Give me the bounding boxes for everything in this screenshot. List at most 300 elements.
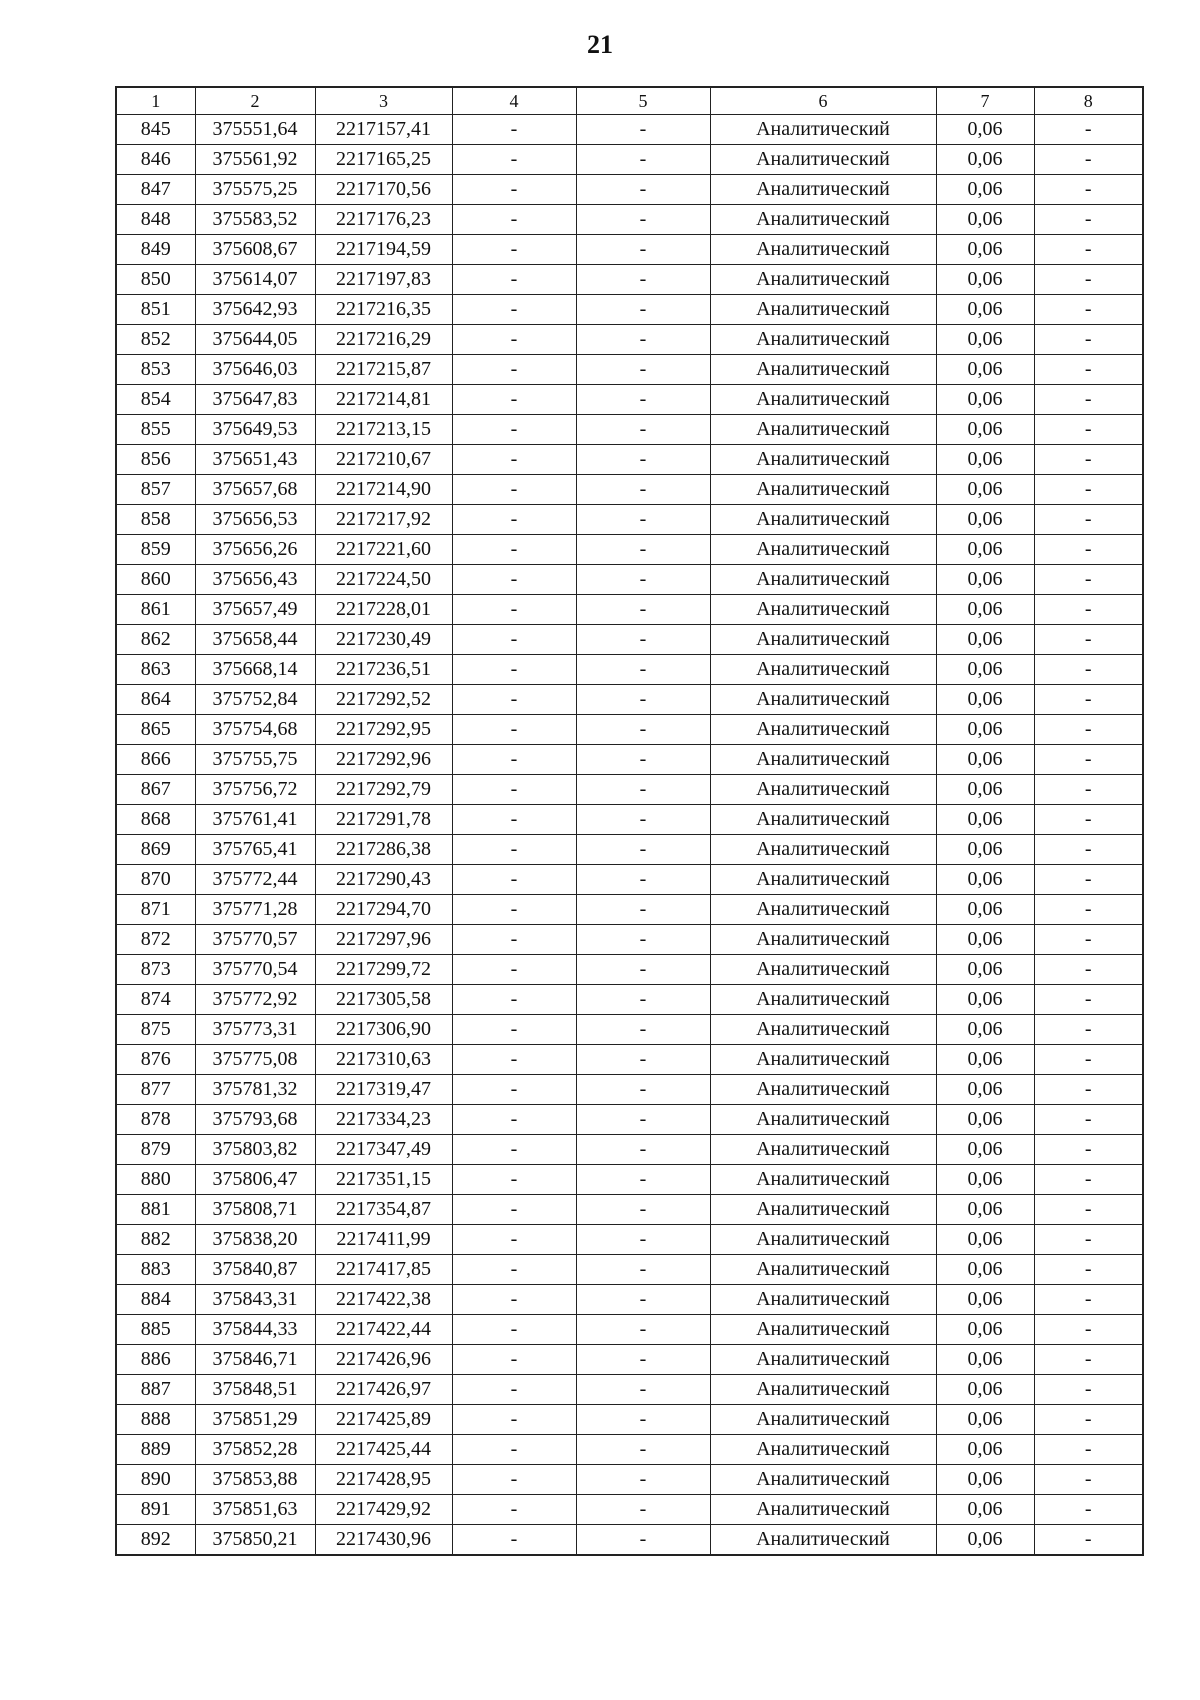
table-row [116,1405,1143,1435]
table-row [116,415,1143,445]
method-cell: Аналитический [710,1135,936,1165]
column-5-cell: - [576,145,710,175]
column-4-cell: - [452,745,576,775]
point-number-cell: 870 [116,865,195,895]
point-number-cell: 853 [116,355,195,385]
column-4-cell: - [452,715,576,745]
column-8-cell: - [1034,715,1143,745]
method-cell: Аналитический [710,1195,936,1225]
column-4-cell: - [452,415,576,445]
table-row [116,475,1143,505]
y-coordinate-cell: 2217347,49 [315,1135,452,1165]
column-5-cell: - [576,1375,710,1405]
y-coordinate-cell: 2217176,23 [315,205,452,235]
method-cell: Аналитический [710,865,936,895]
accuracy-cell: 0,06 [936,745,1034,775]
column-4-cell: - [452,385,576,415]
point-number-cell: 869 [116,835,195,865]
column-8-cell: - [1034,1405,1143,1435]
column-4-cell: - [452,1075,576,1105]
column-5-cell: - [576,835,710,865]
accuracy-cell: 0,06 [936,145,1034,175]
column-5-cell: - [576,115,710,145]
point-number-cell: 887 [116,1375,195,1405]
column-5-cell: - [576,895,710,925]
y-coordinate-cell: 2217334,23 [315,1105,452,1135]
y-coordinate-cell: 2217224,50 [315,565,452,595]
y-coordinate-cell: 2217157,41 [315,115,452,145]
accuracy-cell: 0,06 [936,1465,1034,1495]
accuracy-cell: 0,06 [936,565,1034,595]
column-5-cell: - [576,685,710,715]
y-coordinate-cell: 2217306,90 [315,1015,452,1045]
column-4-cell: - [452,295,576,325]
column-5-cell: - [576,535,710,565]
column-4-cell: - [452,1045,576,1075]
method-cell: Аналитический [710,715,936,745]
accuracy-cell: 0,06 [936,1345,1034,1375]
y-coordinate-cell: 2217310,63 [315,1045,452,1075]
x-coordinate-cell: 375642,93 [195,295,315,325]
method-cell: Аналитический [710,1045,936,1075]
x-coordinate-cell: 375838,20 [195,1225,315,1255]
column-8-cell: - [1034,355,1143,385]
point-number-cell: 848 [116,205,195,235]
accuracy-cell: 0,06 [936,1495,1034,1525]
column-4-cell: - [452,1105,576,1135]
x-coordinate-cell: 375647,83 [195,385,315,415]
column-8-cell: - [1034,235,1143,265]
column-8-cell: - [1034,565,1143,595]
method-cell: Аналитический [710,205,936,235]
column-8-cell: - [1034,1285,1143,1315]
accuracy-cell: 0,06 [936,895,1034,925]
point-number-cell: 884 [116,1285,195,1315]
accuracy-cell: 0,06 [936,1225,1034,1255]
point-number-cell: 885 [116,1315,195,1345]
column-8-cell: - [1034,655,1143,685]
table-row [116,775,1143,805]
table-row [116,1525,1143,1556]
table-row [116,175,1143,205]
column-5-cell: - [576,1255,710,1285]
column-4-cell: - [452,985,576,1015]
column-5-cell: - [576,1345,710,1375]
table-row [116,1315,1143,1345]
y-coordinate-cell: 2217417,85 [315,1255,452,1285]
column-8-cell: - [1034,445,1143,475]
column-8-cell: - [1034,895,1143,925]
x-coordinate-cell: 375852,28 [195,1435,315,1465]
column-5-cell: - [576,1135,710,1165]
x-coordinate-cell: 375657,49 [195,595,315,625]
method-cell: Аналитический [710,145,936,175]
y-coordinate-cell: 2217297,96 [315,925,452,955]
y-coordinate-cell: 2217214,81 [315,385,452,415]
method-cell: Аналитический [710,415,936,445]
table-row [116,355,1143,385]
x-coordinate-cell: 375843,31 [195,1285,315,1315]
column-header: 1 [116,87,195,115]
column-8-cell: - [1034,1075,1143,1105]
column-5-cell: - [576,175,710,205]
y-coordinate-cell: 2217170,56 [315,175,452,205]
table-row [116,595,1143,625]
column-8-cell: - [1034,745,1143,775]
accuracy-cell: 0,06 [936,1285,1034,1315]
accuracy-cell: 0,06 [936,385,1034,415]
column-8-cell: - [1034,1495,1143,1525]
column-8-cell: - [1034,1525,1143,1556]
x-coordinate-cell: 375651,43 [195,445,315,475]
point-number-cell: 891 [116,1495,195,1525]
x-coordinate-cell: 375644,05 [195,325,315,355]
accuracy-cell: 0,06 [936,325,1034,355]
column-5-cell: - [576,1165,710,1195]
column-8-cell: - [1034,205,1143,235]
x-coordinate-cell: 375765,41 [195,835,315,865]
column-header: 2 [195,87,315,115]
x-coordinate-cell: 375772,92 [195,985,315,1015]
accuracy-cell: 0,06 [936,1105,1034,1135]
column-5-cell: - [576,355,710,385]
x-coordinate-cell: 375840,87 [195,1255,315,1285]
accuracy-cell: 0,06 [936,1375,1034,1405]
y-coordinate-cell: 2217294,70 [315,895,452,925]
column-4-cell: - [452,865,576,895]
column-8-cell: - [1034,1165,1143,1195]
table-row [116,535,1143,565]
table-row [116,1255,1143,1285]
column-8-cell: - [1034,805,1143,835]
table-row [116,1195,1143,1225]
column-4-cell: - [452,1345,576,1375]
method-cell: Аналитический [710,1435,936,1465]
point-number-cell: 873 [116,955,195,985]
y-coordinate-cell: 2217426,97 [315,1375,452,1405]
table-row [116,1165,1143,1195]
accuracy-cell: 0,06 [936,535,1034,565]
column-5-cell: - [576,1075,710,1105]
table-row [116,295,1143,325]
column-4-cell: - [452,1495,576,1525]
x-coordinate-cell: 375561,92 [195,145,315,175]
accuracy-cell: 0,06 [936,1015,1034,1045]
accuracy-cell: 0,06 [936,295,1034,325]
table-row [116,1435,1143,1465]
column-5-cell: - [576,1195,710,1225]
column-8-cell: - [1034,985,1143,1015]
accuracy-cell: 0,06 [936,655,1034,685]
y-coordinate-cell: 2217214,90 [315,475,452,505]
y-coordinate-cell: 2217213,15 [315,415,452,445]
column-4-cell: - [452,175,576,205]
table-row [116,925,1143,955]
method-cell: Аналитический [710,1405,936,1435]
y-coordinate-cell: 2217425,44 [315,1435,452,1465]
method-cell: Аналитический [710,1525,936,1556]
accuracy-cell: 0,06 [936,1255,1034,1285]
y-coordinate-cell: 2217422,44 [315,1315,452,1345]
accuracy-cell: 0,06 [936,1405,1034,1435]
table-row [116,385,1143,415]
method-cell: Аналитический [710,235,936,265]
method-cell: Аналитический [710,385,936,415]
column-5-cell: - [576,385,710,415]
point-number-cell: 863 [116,655,195,685]
accuracy-cell: 0,06 [936,1075,1034,1105]
column-5-cell: - [576,1225,710,1255]
table-row [116,1075,1143,1105]
method-cell: Аналитический [710,355,936,385]
table-row [116,985,1143,1015]
x-coordinate-cell: 375756,72 [195,775,315,805]
y-coordinate-cell: 2217216,29 [315,325,452,355]
point-number-cell: 846 [116,145,195,175]
column-8-cell: - [1034,865,1143,895]
point-number-cell: 876 [116,1045,195,1075]
column-8-cell: - [1034,1255,1143,1285]
method-cell: Аналитический [710,565,936,595]
column-4-cell: - [452,655,576,685]
column-4-cell: - [452,1285,576,1315]
y-coordinate-cell: 2217426,96 [315,1345,452,1375]
column-8-cell: - [1034,505,1143,535]
column-8-cell: - [1034,625,1143,655]
column-4-cell: - [452,505,576,535]
method-cell: Аналитический [710,775,936,805]
x-coordinate-cell: 375853,88 [195,1465,315,1495]
table-row [116,1015,1143,1045]
method-cell: Аналитический [710,445,936,475]
accuracy-cell: 0,06 [936,355,1034,385]
method-cell: Аналитический [710,1315,936,1345]
accuracy-cell: 0,06 [936,1165,1034,1195]
x-coordinate-cell: 375668,14 [195,655,315,685]
accuracy-cell: 0,06 [936,1045,1034,1075]
y-coordinate-cell: 2217290,43 [315,865,452,895]
column-5-cell: - [576,505,710,535]
y-coordinate-cell: 2217428,95 [315,1465,452,1495]
x-coordinate-cell: 375646,03 [195,355,315,385]
table-row [116,325,1143,355]
column-header: 5 [576,87,710,115]
y-coordinate-cell: 2217230,49 [315,625,452,655]
point-number-cell: 864 [116,685,195,715]
point-number-cell: 860 [116,565,195,595]
column-8-cell: - [1034,295,1143,325]
table-body [116,115,1143,1556]
column-header: 6 [710,87,936,115]
table-row [116,865,1143,895]
accuracy-cell: 0,06 [936,205,1034,235]
method-cell: Аналитический [710,955,936,985]
column-8-cell: - [1034,595,1143,625]
column-5-cell: - [576,325,710,355]
y-coordinate-cell: 2217217,92 [315,505,452,535]
y-coordinate-cell: 2217351,15 [315,1165,452,1195]
accuracy-cell: 0,06 [936,235,1034,265]
column-4-cell: - [452,445,576,475]
column-8-cell: - [1034,1375,1143,1405]
method-cell: Аналитический [710,175,936,205]
column-4-cell: - [452,265,576,295]
column-5-cell: - [576,1465,710,1495]
accuracy-cell: 0,06 [936,1525,1034,1556]
y-coordinate-cell: 2217425,89 [315,1405,452,1435]
coordinates-table [115,86,1144,1556]
table-row [116,1375,1143,1405]
column-5-cell: - [576,775,710,805]
table-row [116,565,1143,595]
y-coordinate-cell: 2217305,58 [315,985,452,1015]
method-cell: Аналитический [710,1465,936,1495]
accuracy-cell: 0,06 [936,925,1034,955]
accuracy-cell: 0,06 [936,1195,1034,1225]
accuracy-cell: 0,06 [936,1435,1034,1465]
column-5-cell: - [576,1045,710,1075]
x-coordinate-cell: 375851,63 [195,1495,315,1525]
y-coordinate-cell: 2217292,96 [315,745,452,775]
method-cell: Аналитический [710,115,936,145]
x-coordinate-cell: 375754,68 [195,715,315,745]
column-8-cell: - [1034,775,1143,805]
method-cell: Аналитический [710,1375,936,1405]
column-4-cell: - [452,1465,576,1495]
x-coordinate-cell: 375781,32 [195,1075,315,1105]
point-number-cell: 856 [116,445,195,475]
table-row [116,235,1143,265]
y-coordinate-cell: 2217292,79 [315,775,452,805]
method-cell: Аналитический [710,745,936,775]
table-header [116,87,1143,115]
column-8-cell: - [1034,475,1143,505]
column-5-cell: - [576,865,710,895]
table-row [116,205,1143,235]
x-coordinate-cell: 375551,64 [195,115,315,145]
x-coordinate-cell: 375851,29 [195,1405,315,1435]
column-4-cell: - [452,1225,576,1255]
column-4-cell: - [452,475,576,505]
accuracy-cell: 0,06 [936,1135,1034,1165]
method-cell: Аналитический [710,835,936,865]
method-cell: Аналитический [710,295,936,325]
column-4-cell: - [452,955,576,985]
point-number-cell: 888 [116,1405,195,1435]
method-cell: Аналитический [710,985,936,1015]
column-4-cell: - [452,895,576,925]
point-number-cell: 880 [116,1165,195,1195]
method-cell: Аналитический [710,325,936,355]
x-coordinate-cell: 375808,71 [195,1195,315,1225]
column-5-cell: - [576,205,710,235]
accuracy-cell: 0,06 [936,475,1034,505]
y-coordinate-cell: 2217291,78 [315,805,452,835]
column-8-cell: - [1034,1105,1143,1135]
point-number-cell: 857 [116,475,195,505]
column-8-cell: - [1034,835,1143,865]
method-cell: Аналитический [710,1345,936,1375]
column-8-cell: - [1034,115,1143,145]
table-row [116,655,1143,685]
column-4-cell: - [452,685,576,715]
column-8-cell: - [1034,1045,1143,1075]
column-5-cell: - [576,1285,710,1315]
table-row [116,745,1143,775]
method-cell: Аналитический [710,1075,936,1105]
accuracy-cell: 0,06 [936,265,1034,295]
y-coordinate-cell: 2217299,72 [315,955,452,985]
column-5-cell: - [576,715,710,745]
x-coordinate-cell: 375656,43 [195,565,315,595]
column-4-cell: - [452,325,576,355]
x-coordinate-cell: 375844,33 [195,1315,315,1345]
y-coordinate-cell: 2217422,38 [315,1285,452,1315]
accuracy-cell: 0,06 [936,865,1034,895]
column-8-cell: - [1034,955,1143,985]
x-coordinate-cell: 375793,68 [195,1105,315,1135]
column-5-cell: - [576,1435,710,1465]
accuracy-cell: 0,06 [936,445,1034,475]
method-cell: Аналитический [710,925,936,955]
table-row [116,445,1143,475]
column-4-cell: - [452,1315,576,1345]
x-coordinate-cell: 375770,54 [195,955,315,985]
method-cell: Аналитический [710,475,936,505]
y-coordinate-cell: 2217194,59 [315,235,452,265]
point-number-cell: 878 [116,1105,195,1135]
accuracy-cell: 0,06 [936,715,1034,745]
column-header: 7 [936,87,1034,115]
x-coordinate-cell: 375583,52 [195,205,315,235]
y-coordinate-cell: 2217430,96 [315,1525,452,1556]
accuracy-cell: 0,06 [936,625,1034,655]
point-number-cell: 892 [116,1525,195,1556]
point-number-cell: 875 [116,1015,195,1045]
method-cell: Аналитический [710,1015,936,1045]
column-4-cell: - [452,355,576,385]
table-row [116,1345,1143,1375]
column-4-cell: - [452,1435,576,1465]
column-5-cell: - [576,595,710,625]
column-4-cell: - [452,565,576,595]
column-8-cell: - [1034,925,1143,955]
table-row [116,1495,1143,1525]
column-8-cell: - [1034,535,1143,565]
x-coordinate-cell: 375614,07 [195,265,315,295]
column-4-cell: - [452,145,576,175]
accuracy-cell: 0,06 [936,415,1034,445]
column-8-cell: - [1034,325,1143,355]
y-coordinate-cell: 2217354,87 [315,1195,452,1225]
column-5-cell: - [576,1105,710,1135]
method-cell: Аналитический [710,1165,936,1195]
table-row [116,505,1143,535]
column-5-cell: - [576,1015,710,1045]
point-number-cell: 865 [116,715,195,745]
x-coordinate-cell: 375770,57 [195,925,315,955]
column-4-cell: - [452,625,576,655]
accuracy-cell: 0,06 [936,805,1034,835]
table-row [116,1465,1143,1495]
x-coordinate-cell: 375773,31 [195,1015,315,1045]
column-8-cell: - [1034,1345,1143,1375]
point-number-cell: 849 [116,235,195,265]
method-cell: Аналитический [710,895,936,925]
accuracy-cell: 0,06 [936,985,1034,1015]
column-4-cell: - [452,235,576,265]
column-5-cell: - [576,565,710,595]
